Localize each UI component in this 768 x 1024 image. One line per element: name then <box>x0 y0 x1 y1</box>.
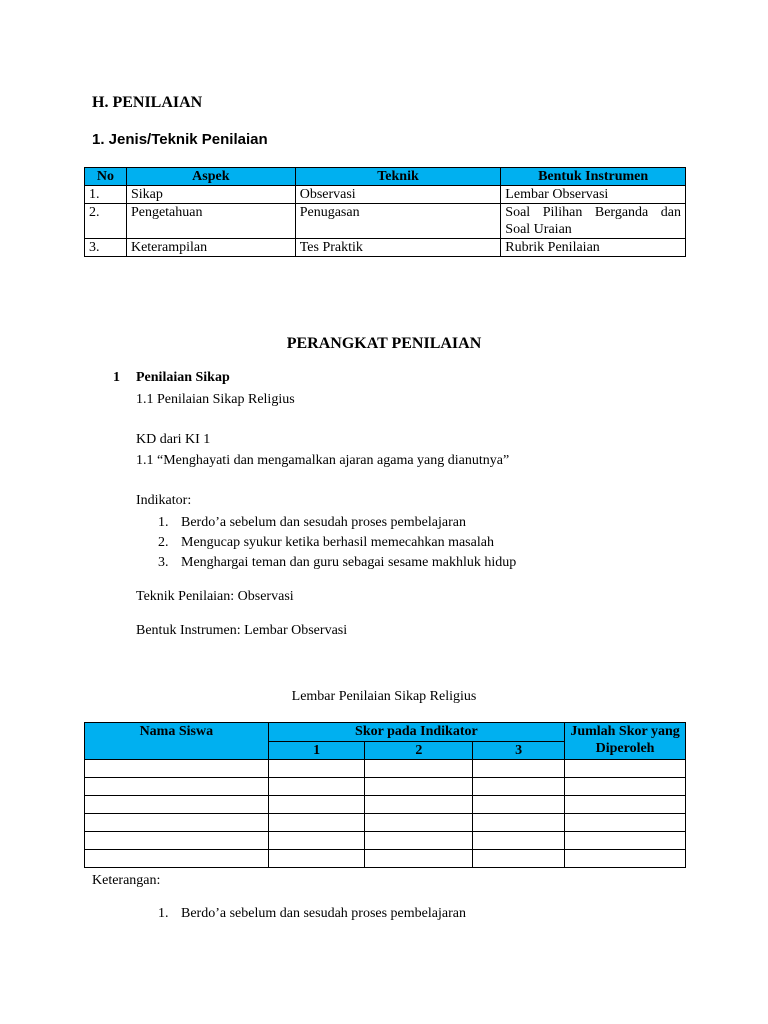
empty-cell[interactable] <box>365 832 473 850</box>
empty-cell[interactable] <box>565 796 686 814</box>
empty-cell[interactable] <box>85 778 269 796</box>
bentuk-instrumen: Bentuk Instrumen: Lembar Observasi <box>136 623 348 638</box>
empty-cell[interactable] <box>365 760 473 778</box>
empty-cell[interactable] <box>565 760 686 778</box>
cell-aspek: Keterampilan <box>126 239 295 257</box>
cell-teknik: Penugasan <box>295 204 501 239</box>
empty-cell[interactable] <box>565 814 686 832</box>
empty-cell[interactable] <box>365 796 473 814</box>
section-heading-1: 1. Jenis/Teknik Penilaian <box>92 131 268 148</box>
cell-aspek: Sikap <box>126 186 295 204</box>
header-indikator-1: 1 <box>268 741 365 760</box>
table-row <box>85 796 686 814</box>
cell-bentuk: Rubrik Penilaian <box>501 239 686 257</box>
header-nama-siswa: Nama Siswa <box>85 723 269 760</box>
subsection-number: 1 <box>113 370 120 385</box>
header-indikator-2: 2 <box>365 741 473 760</box>
empty-cell[interactable] <box>85 760 269 778</box>
kd-text: 1.1 “Menghayati dan mengamalkan ajaran agama yang dianutnya” <box>136 453 510 468</box>
empty-cell[interactable] <box>473 850 565 868</box>
header-teknik: Teknik <box>295 168 501 186</box>
perangkat-title: PERANGKAT PENILAIAN <box>286 335 482 352</box>
empty-cell[interactable] <box>565 850 686 868</box>
lembar-title: Lembar Penilaian Sikap Religius <box>291 689 477 704</box>
empty-cell[interactable] <box>473 796 565 814</box>
empty-cell[interactable] <box>85 832 269 850</box>
empty-cell[interactable] <box>473 832 565 850</box>
list-item-number: 1. <box>158 906 169 921</box>
empty-cell[interactable] <box>268 796 365 814</box>
list-item: Berdo’a sebelum dan sesudah proses pembelajaran <box>181 515 466 530</box>
table-row <box>85 186 686 204</box>
empty-cell[interactable] <box>85 814 269 832</box>
table-row <box>85 850 686 868</box>
empty-cell[interactable] <box>473 760 565 778</box>
kd-label: KD dari KI 1 <box>136 432 211 447</box>
attitude-score-table <box>84 722 686 868</box>
cell-teknik: Tes Praktik <box>295 239 501 257</box>
header-jumlah: Jumlah Skor yang Diperoleh <box>565 723 686 760</box>
empty-cell[interactable] <box>565 832 686 850</box>
empty-cell[interactable] <box>365 814 473 832</box>
table-row <box>85 814 686 832</box>
list-item: Menghargai teman dan guru sebagai sesame makhluk hidup <box>181 555 517 570</box>
list-item-number: 3. <box>158 555 169 570</box>
cell-aspek: Pengetahuan <box>126 204 295 239</box>
keterangan-label: Keterangan: <box>92 873 161 888</box>
table-header-row <box>85 723 686 742</box>
empty-cell[interactable] <box>473 814 565 832</box>
section-heading-h: H. PENILAIAN <box>92 94 203 111</box>
empty-cell[interactable] <box>268 850 365 868</box>
list-item-number: 2. <box>158 535 169 550</box>
empty-cell[interactable] <box>365 850 473 868</box>
table-row <box>85 832 686 850</box>
header-aspek: Aspek <box>126 168 295 186</box>
empty-cell[interactable] <box>268 832 365 850</box>
empty-cell[interactable] <box>85 796 269 814</box>
empty-cell[interactable] <box>473 778 565 796</box>
cell-teknik: Observasi <box>295 186 501 204</box>
table-row <box>85 778 686 796</box>
empty-cell[interactable] <box>268 760 365 778</box>
cell-no: 3. <box>85 239 127 257</box>
subsection-1-1: 1.1 Penilaian Sikap Religius <box>136 392 295 407</box>
table-row <box>85 204 686 239</box>
empty-cell[interactable] <box>268 814 365 832</box>
empty-cell[interactable] <box>365 778 473 796</box>
cell-bentuk: Lembar Observasi <box>501 186 686 204</box>
cell-no: 2. <box>85 204 127 239</box>
table-row <box>85 760 686 778</box>
cell-no: 1. <box>85 186 127 204</box>
header-bentuk: Bentuk Instrumen <box>501 168 686 186</box>
empty-cell[interactable] <box>268 778 365 796</box>
subsection-title: Penilaian Sikap <box>136 370 230 385</box>
indikator-label: Indikator: <box>136 493 192 508</box>
table-header-row <box>85 168 686 186</box>
header-no: No <box>85 168 127 186</box>
empty-cell[interactable] <box>85 850 269 868</box>
assessment-technique-table <box>84 167 686 257</box>
list-item: Berdo’a sebelum dan sesudah proses pembelajaran <box>181 906 466 921</box>
header-skor: Skor pada Indikator <box>268 723 564 742</box>
teknik-penilaian: Teknik Penilaian: Observasi <box>136 589 294 604</box>
list-item: Mengucap syukur ketika berhasil memecahkan masalah <box>181 535 494 550</box>
header-indikator-3: 3 <box>473 741 565 760</box>
list-item-number: 1. <box>158 515 169 530</box>
table-row <box>85 239 686 257</box>
empty-cell[interactable] <box>565 778 686 796</box>
cell-bentuk: Soal Pilihan Berganda dan Soal Uraian <box>501 204 686 239</box>
